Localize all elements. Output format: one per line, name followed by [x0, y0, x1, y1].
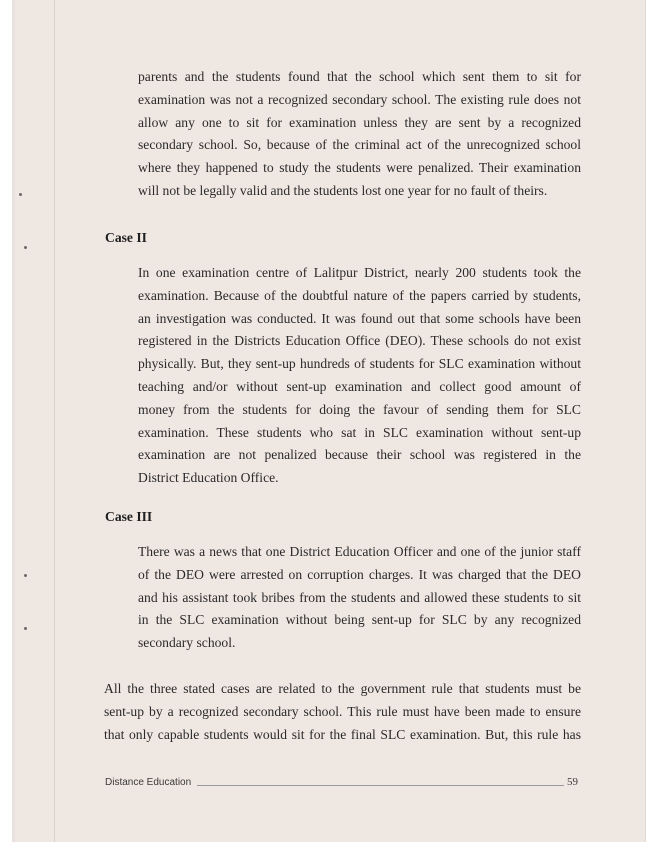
text-line: District Education Office.: [138, 470, 279, 486]
text-line: physically. But, they sent-up hundreds of students for SLC examination without: [138, 356, 581, 372]
case-ii-paragraph: [138, 262, 581, 490]
text-line: In one examination centre of Lalitpur District, nearly 200 students took the: [138, 265, 581, 280]
conclusion-paragraph: [104, 678, 581, 746]
case-iii-paragraph: [138, 541, 581, 655]
text-line: examination. These students who sat in SLC examination without sent-up: [138, 424, 581, 440]
case-iii-heading: Case III: [105, 509, 153, 524]
text-line: where they happened to study the students were penalized. Their examination: [138, 160, 581, 176]
text-line: secondary school. So, because of the criminal act of the unrecognized school: [138, 137, 581, 153]
text-line: money from the students for doing the favour of sending them for SLC: [138, 401, 581, 417]
text-line: of the DEO were arrested on corruption charges. It was charged that the DEO: [138, 566, 581, 582]
page-footer: [105, 776, 578, 788]
text-line: in the SLC examination without being sent-up for SLC by any recognized: [138, 612, 581, 628]
text-line: examination are not penalized because their school was registered in the: [138, 447, 581, 463]
text-line: teaching and/or without sent-up examination and collect good amount of: [138, 378, 581, 394]
text-line: parents and the students found that the school which sent them to sit for: [138, 69, 581, 84]
text-line: examination was not a recognized secondary school. The existing rule does not: [138, 91, 581, 107]
footer-rule: [197, 785, 564, 786]
page-number: 59: [567, 776, 578, 788]
text-line: examination. Because of the doubtful nature of the papers carried by students,: [138, 287, 581, 303]
text-line: There was a news that one District Education Officer and one of the junior staff: [138, 544, 581, 559]
text-line: and his assistant took bribes from the students and allowed these students to sit: [138, 589, 581, 605]
binder-hole-mark: [24, 574, 27, 577]
binder-hole-mark: [24, 246, 27, 249]
text-line: an investigation was conducted. It was found out that some schools have been: [138, 310, 581, 326]
text-line: that only capable students would sit for the final SLC examination. But, this rule has: [104, 726, 581, 742]
binder-hole-mark: [19, 193, 22, 196]
text-line: secondary school.: [138, 635, 236, 651]
binder-hole-mark: [24, 627, 27, 630]
text-line: sent-up by a recognized secondary school. This rule must have been made to ensure: [104, 703, 581, 719]
case-ii-heading: Case II: [105, 230, 147, 245]
binding-fold-line: [54, 0, 55, 842]
text-line: All the three stated cases are related to the government rule that students must be: [104, 681, 581, 696]
text-line: registered in the Districts Education Office (DEO). These schools do not exist: [138, 333, 581, 349]
footer-title: Distance Education: [105, 777, 192, 788]
text-line: will not be legally valid and the students lost one year for no fault of theirs.: [138, 182, 548, 198]
intro-paragraph: [138, 66, 581, 203]
text-line: allow any one to sit for examination unless they are sent by a recognized: [138, 114, 581, 130]
